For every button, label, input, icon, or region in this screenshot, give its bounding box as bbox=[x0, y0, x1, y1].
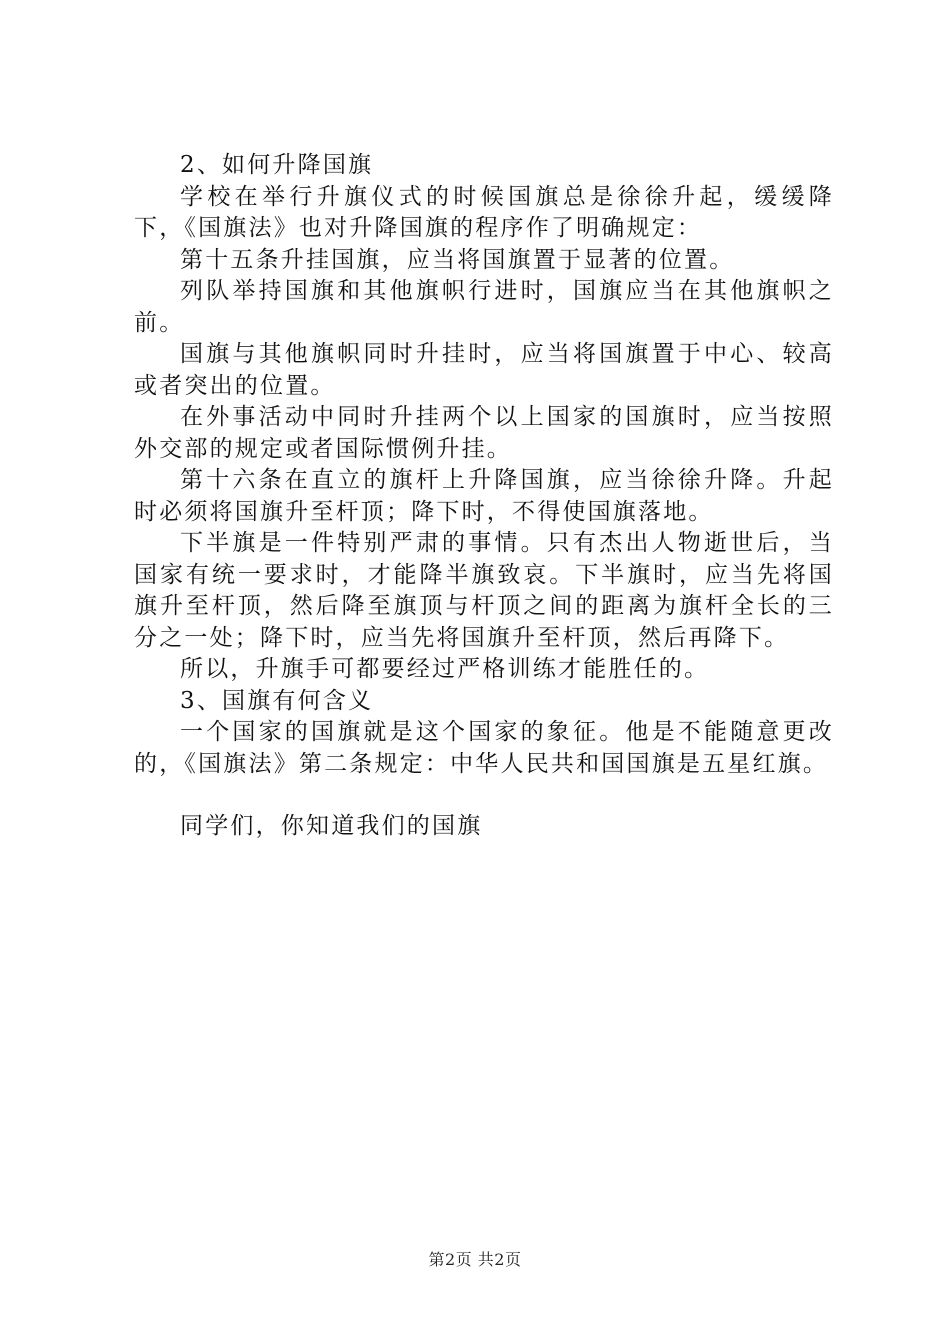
paragraph-flag-raiser-training: 所以，升旗手可都要经过严格训练才能胜任的。 bbox=[180, 656, 710, 682]
section-heading-raise-lower: 2、如何升降国旗 bbox=[180, 152, 374, 178]
paragraph-foreign-affairs: 在外事活动中同时升挂两个以上国家的国旗时，应当按照外交部的规定或者国际惯例升挂。 bbox=[134, 404, 834, 462]
paragraph-article-16: 第十六条在直立的旗杆上升降国旗，应当徐徐升降。升起时必须将国旗升至杆顶；降下时，不得使国旗落地。 bbox=[134, 467, 834, 525]
paragraph-national-symbol: 一个国家的国旗就是这个国家的象征。他是不能随意更改的，《国旗法》第二条规定：中华人民共和国国旗是五星红旗。 bbox=[134, 719, 834, 777]
paragraph-article-15: 第十五条升挂国旗，应当将国旗置于显著的位置。 bbox=[180, 246, 735, 273]
section-heading-meaning: 3、国旗有何含义 bbox=[180, 687, 374, 714]
paragraph-closing-question: 同学们，你知道我们的国旗 bbox=[180, 813, 483, 839]
page-footer: 第2页 共2页 bbox=[428, 1250, 522, 1269]
paragraph-half-mast: 下半旗是一件特别严肃的事情。只有杰出人物逝世后，当国家有统一要求时，才能降半旗致哀。下半旗时，应当先将国旗升至杆顶，然后降至旗顶与杆顶之间的距离为旗杆全长的三分之一处；降下时，应当先将国旗升至杆顶，然后再降下。 bbox=[134, 530, 834, 651]
paragraph-center-position: 国旗与其他旗帜同时升挂时，应当将国旗置于中心、较高或者突出的位置。 bbox=[134, 341, 834, 399]
document-body bbox=[134, 150, 834, 843]
paragraph-ceremony-intro: 学校在举行升旗仪式的时候国旗总是徐徐升起，缓缓降下，《国旗法》也对升降国旗的程序作了明确规定： bbox=[134, 183, 834, 241]
paragraph-procession: 列队举持国旗和其他旗帜行进时，国旗应当在其他旗帜之前。 bbox=[134, 278, 834, 336]
